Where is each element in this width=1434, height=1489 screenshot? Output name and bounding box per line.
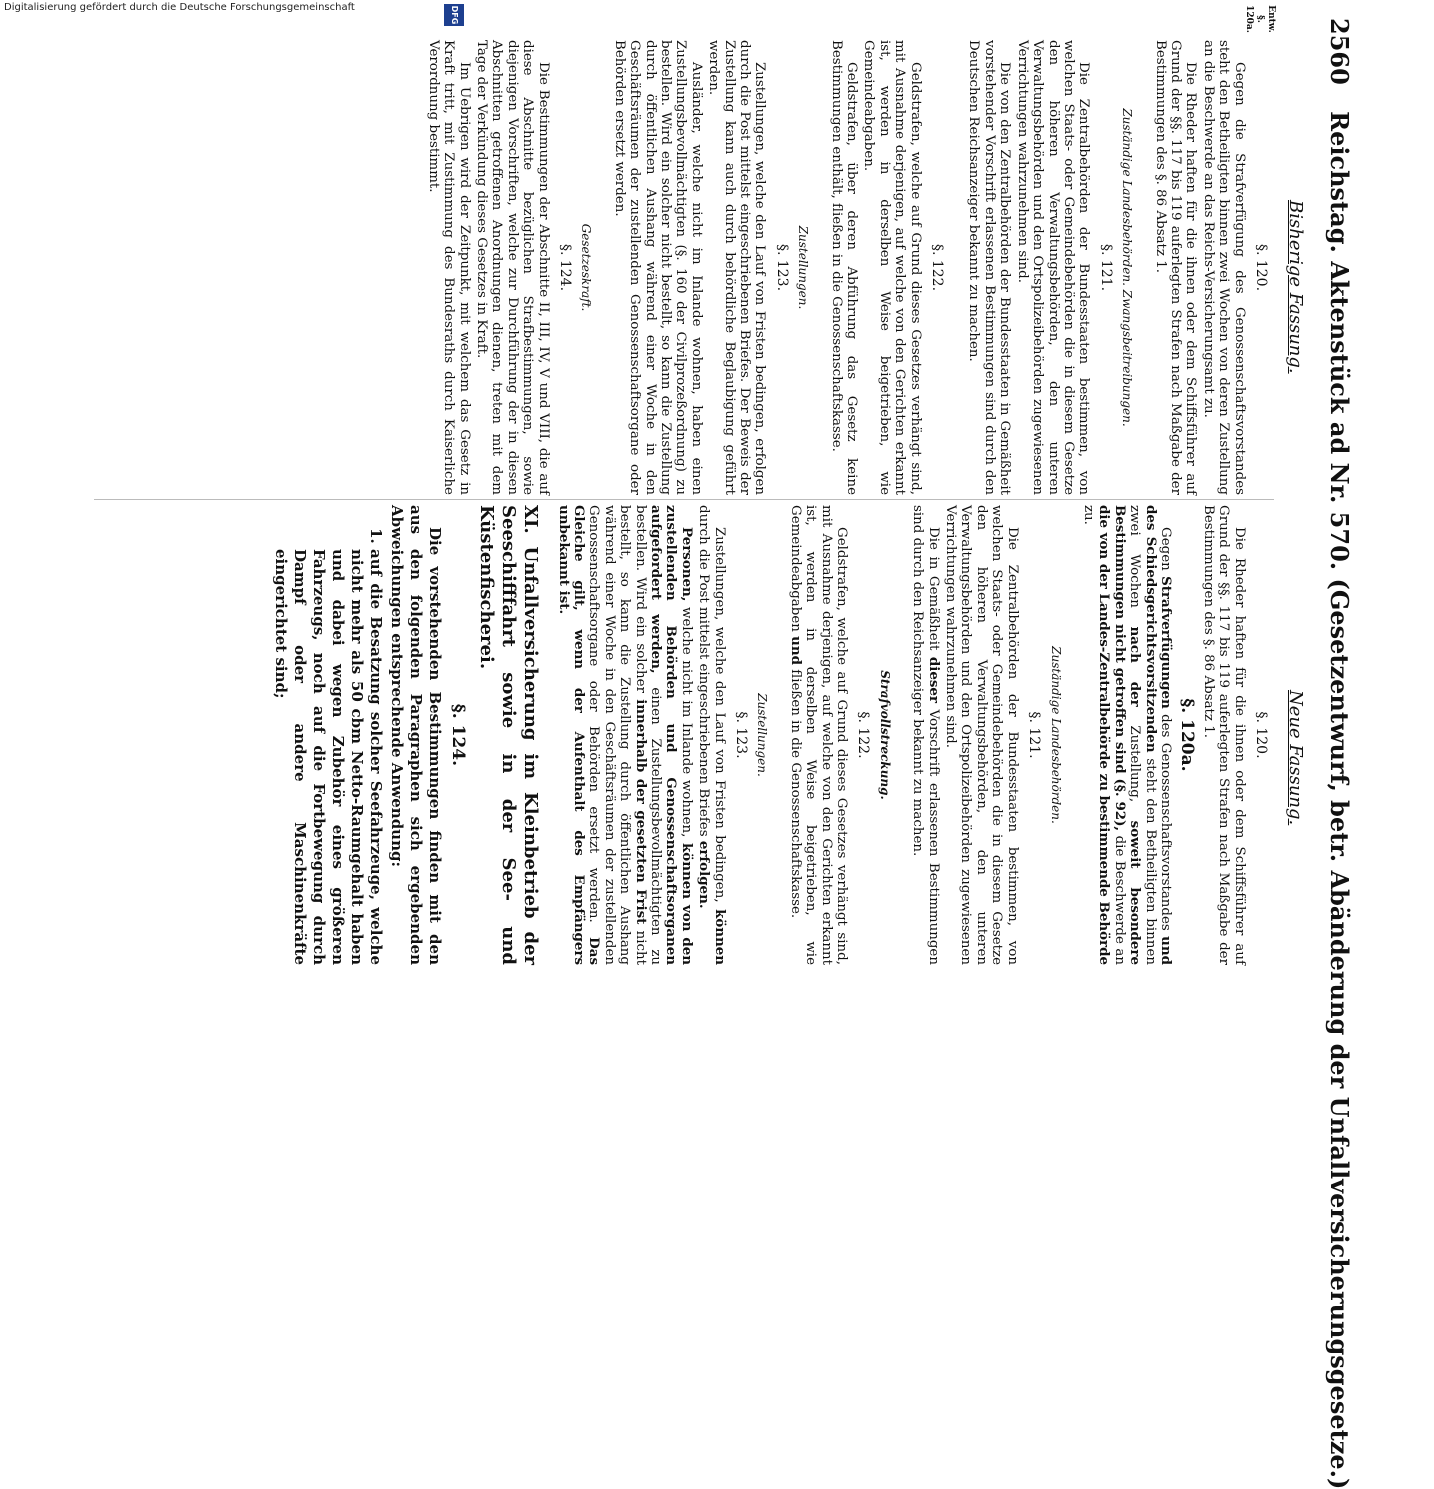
section-122-old: §. 122.	[929, 243, 946, 292]
text-span: Zustellung,	[1127, 725, 1143, 803]
section-123-old: §. 123.	[773, 243, 790, 292]
section-121-old: §. 121.	[1097, 243, 1114, 292]
text-span: Vorschrift erlassenen Bestimmungen sind durch den Reichsanzeiger bekannt zu machen.	[910, 505, 941, 965]
amended-text: Strafverfügungen	[1157, 576, 1174, 709]
amended-text: können von den zustellenden Behörden und Genossenschaftsorganen aufgefordert werden,	[648, 505, 695, 966]
paragraph	[696, 505, 727, 965]
subheading: Zuständige Landesbehörden.	[1048, 646, 1063, 824]
enumeration	[271, 505, 385, 965]
subheading: Zustellungen.	[755, 693, 770, 777]
paragraph: Geldstrafen, welche auf Grund dieses Gesetzes verhängt sind, mit Ausnahme derjenigen, auf welche von den Gerichten erkannt ist, werden in derselben Weise beigetrieben, wie Gemeindeabgaben.	[861, 40, 923, 495]
text-span: Zustellungen, welche den Lauf von Fristen bedingen,	[711, 527, 727, 903]
text-span: zu.	[1080, 505, 1096, 525]
page-number: 2560	[1325, 18, 1354, 85]
text-span: einen Zustellungsbevollmächtigten zu bestellen. Wird ein solcher	[632, 505, 663, 966]
paragraph: Die Rheder haften für die ihnen oder dem Schiffsführer auf Grund der §§. 117 bis 119 auferlegten Strafen nach Maßgabe der Bestimmungen des §. 86 Absatz 1.	[1200, 505, 1247, 965]
subheading: Gesetzeskraft.	[579, 223, 594, 312]
paragraph	[910, 505, 941, 965]
amended-text: können	[711, 909, 728, 965]
text-span: die Beschwerde an	[1111, 835, 1127, 965]
document-title: Reichstag. Aktenstück ad Nr. 570. (Gesetzentwurf, betr. Abänderung der Unfallversicherungsgesetze.)	[1325, 111, 1354, 1489]
paragraph	[787, 505, 849, 965]
running-header	[1325, 18, 1354, 1489]
paragraph: Im Uebrigen wird der Zeitpunkt, mit welchem das Gesetz in Kraft tritt, mit Zustimmung des Bundesraths durch Kaiserliche Verordnung bestimmt.	[425, 40, 472, 495]
paragraph: Die Zentralbehörden der Bundesstaaten bestimmen, von welchen Staats- oder Gemeindebehörden die in diesem Gesetze den höheren Verwaltungsbehörden, den unteren Verwaltungsbehörden und den Ortspolizeibehörden zugewiesenen Verrichtungen wahrzunehmen sind.	[1014, 40, 1092, 495]
section-120a-new: §. 120a.	[1177, 698, 1198, 772]
left-column-heading: Bisherige Fassung.	[1285, 200, 1306, 374]
dfg-logo: DFG	[444, 4, 464, 26]
paragraph: Gegen die Strafverfügung des Genossenschaftsvorstandes steht den Betheiligten binnen zwei Wochen von deren Zustellung an die Beschwerde an das Reichs-Versicherungsamt zu.	[1200, 40, 1247, 495]
digitization-credit: Digitalisierung gefördert durch die Deutsche Forschungsgemeinschaft	[4, 2, 355, 13]
section-124-old: §. 124.	[556, 243, 573, 292]
section-123-new: §. 123.	[733, 711, 750, 759]
paragraph	[555, 505, 694, 965]
paragraph-120a	[1081, 505, 1173, 965]
section-120-new: §. 120.	[1253, 711, 1269, 759]
text-span: durch die Post mittelst eingeschriebenen Briefes	[696, 505, 712, 837]
section-121-new: §. 121.	[1026, 711, 1043, 759]
amended-text: nach der	[1127, 626, 1144, 707]
amended-text: erfolgen.	[696, 840, 713, 909]
subheading: Zuständige Landesbehörden. Zwangsbeitreibungen.	[1120, 108, 1135, 427]
text-span: steht den Betheiligten binnen zwei Wochen	[1127, 505, 1158, 965]
amended-text: Das Gleiche gilt, wenn der Aufenthalt des Empfängers unbekannt ist.	[555, 505, 603, 965]
paragraph: Die Zentralbehörden der Bundesstaaten bestimmen, von welchen Staats- oder Gemeindebehörden die in diesem Gesetze den höheren Verwaltungsbehörden, den unteren Verwaltungsbehörden und den Ortspolizeibehörden zugewiesenen Verrichtungen wahrzunehmen sind.	[943, 505, 1020, 965]
subheading: Strafvollstreckung.	[877, 670, 892, 800]
text-span: des Genossenschaftsvorstandes	[1157, 714, 1173, 931]
text-span: welche nicht im Inlande wohnen,	[678, 607, 694, 838]
text-span: Die in Gemäßheit	[925, 527, 941, 651]
paragraph: Zustellungen, welche den Lauf von Fristen bedingen, erfolgen durch die Post mittelst eingeschriebenen Briefes. Der Beweis der Zustellung kann auch durch behördliche Beglaubigung geführt werden.	[706, 40, 768, 495]
chapter-heading-xi: XI. Unfallversicherung im Kleinbetrieb der Seeschifffahrt sowie in der See- und Küstenfischerei.	[476, 505, 542, 965]
paragraph: Ausländer, welche nicht im Inlande wohnen, haben einen Zustellungsbevollmächtigten (§. 160 der Civilprozeßordnung) zu bestellen. Wird ein solcher nicht bestellt, so kann die Zustellung durch öffentlichen Aushang während einer Woche in den Geschäftsräumen der zustellenden Genossenschaftsorgane oder Behörden ersetzt werden.	[611, 40, 704, 495]
text-span: nicht bestellt, so kann die Zustellung durch öffentlichen Aushang während einer Woche in den Geschäftsräumen der zustellenden Genossenschaftsorgane oder Behörden ersetzt werden.	[586, 505, 648, 965]
section-124-new: §. 124.	[448, 703, 469, 767]
amended-text: dieser	[925, 656, 942, 703]
amended-text: innerhalb der gesetzten Frist	[632, 699, 649, 925]
section-122-new: §. 122.	[855, 711, 872, 759]
amended-text: und des Schiedsgerichtsvorsitzenden	[1142, 505, 1174, 965]
margin-note: Entw. §. 120a.	[1244, 5, 1276, 33]
amended-text: Personen,	[678, 527, 695, 602]
paragraph: Geldstrafen, über deren Abführung das Gesetz keine Bestimmungen enthält, fließen in die Genossenschaftskasse.	[828, 40, 860, 495]
section-120-old: §. 120.	[1253, 243, 1269, 292]
paragraph: Die vorstehenden Bestimmungen finden mit den aus den folgenden Paragraphen sich ergebenden Abweichungen entsprechende Anwendung:	[387, 505, 444, 965]
amended-text: und	[787, 636, 804, 665]
text-span: Gegen	[1157, 527, 1173, 571]
right-column	[271, 505, 1274, 965]
left-column	[423, 40, 1274, 495]
amended-text: die von der Landes-Zentralbehörde zu bestimmende Behörde	[1096, 505, 1113, 965]
amended-text: soweit besondere Bestimmungen nicht getroffen sind (§. 92),	[1111, 505, 1144, 965]
text-span: Geldstrafen, welche auf Grund dieses Gesetzes verhängt sind, mit Ausnahme derjenigen, auf welche von den Gerichten erkannt ist, werden in derselben Weise beigetrieben, wie Gemeindeabgaben	[787, 505, 850, 965]
paragraph: Die Bestimmungen der Abschnitte II, III, IV, V und VIII, die auf diese Abschnitte bezüglichen Strafbestimmungen, sowie diejenigen Vorschriften, welche zur Durchführung der in diesen Abschnitten getroffenen Anordnungen dienen, treten mit dem Tage der Verkündung dieses Gesetzes in Kraft.	[473, 40, 551, 495]
paragraph: Die Rheder haften für die ihnen oder dem Schiffsführer auf Grund der §§. 117 bis 119 auferlegten Strafen nach Maßgabe der Bestimmungen des §. 86 Absatz 1.	[1152, 40, 1199, 495]
column-divider	[94, 499, 1274, 500]
subheading: Zustellungen.	[796, 225, 811, 310]
text-span: fließen in die Genossenschaftskasse.	[787, 669, 803, 919]
list-item: 1. auf die Besatzung solcher Seefahrzeuge, welche nicht mehr als 50 cbm Netto-Raumgehalt haben und dabei wegen Zubehör eines größeren Fahrzeugs, noch auf die Fortbewegung durch Dampf oder andere Maschinenkräfte eingerichtet sind;	[271, 549, 385, 965]
right-column-heading: Neue Fassung.	[1285, 690, 1306, 826]
paragraph: Die von den Zentralbehörden der Bundesstaaten in Gemäßheit vorstehender Vorschrift erlassenen Bestimmungen sind durch den Deutschen Reichsanzeiger bekannt zu machen.	[966, 40, 1013, 495]
